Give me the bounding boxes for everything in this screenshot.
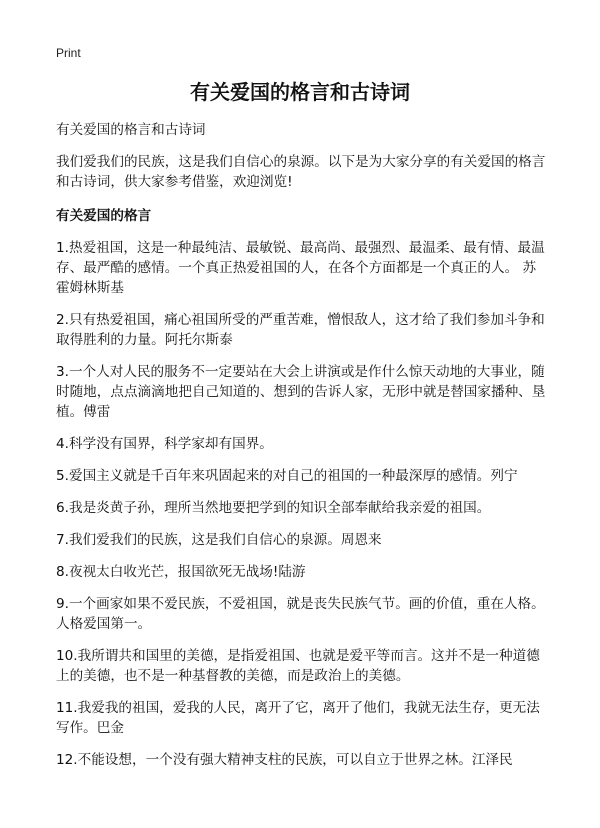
quote-item-5: 5.爱国主义就是千百年来巩固起来的对自己的祖国的一种最深厚的感情。列宁 — [56, 468, 518, 484]
intro-paragraph: 我们爱我们的民族，这是我们自信心的泉源。以下是为大家分享的有关爱国的格言和古诗词，供大家参考借鉴，欢迎浏览! — [56, 154, 546, 190]
quote-item-11: 11.我爱我的祖国，爱我的人民，离开了它，离开了他们，我就无法生存，更无法写作。巴金 — [56, 700, 540, 736]
quote-item-1: 1.热爱祖国，这是一种最纯洁、最敏锐、最高尚、最强烈、最温柔、最有情、最温存、最严酷的感情。一个真正热爱祖国的人，在各个方面都是一个真正的人。 苏霍姆林斯基 — [56, 240, 545, 296]
quote-item-4: 4.科学没有国界，科学家却有国界。 — [56, 436, 273, 452]
print-label: Print — [56, 46, 81, 60]
quote-item-6: 6.我是炎黄子孙，理所当然地要把学到的知识全部奉献给我亲爱的祖国。 — [56, 500, 491, 516]
quote-item-3: 3.一个人对人民的服务不一定要站在大会上讲演或是作什么惊天动地的大事业，随时随地，点点滴滴地把自己知道的、想到的告诉人家，无形中就是替国家播种、垦植。傅雷 — [56, 364, 546, 420]
quote-item-10: 10.我所谓共和国里的美德，是指爱祖国、也就是爱平等而言。这并不是一种道德上的美德，也不是一种基督教的美德，而是政治上的美德。 — [56, 648, 540, 684]
document-subtitle: 有关爱国的格言和古诗词 — [56, 122, 206, 138]
section-heading: 有关爱国的格言 — [56, 208, 152, 224]
quote-item-9: 9.一个画家如果不爱民族，不爱祖国，就是丧失民族气节。画的价值，重在人格。人格爱国第一。 — [56, 596, 545, 632]
quote-item-12: 12.不能设想，一个没有强大精神支柱的民族，可以自立于世界之林。江泽民 — [56, 752, 513, 768]
quote-item-7: 7.我们爱我们的民族，这是我们自信心的泉源。周恩来 — [56, 532, 382, 548]
page-title: 有关爱国的格言和古诗词 — [190, 80, 410, 104]
quote-item-8: 8.夜视太白收光芒，报国欲死无战场!陆游 — [56, 564, 306, 580]
quote-item-2: 2.只有热爱祖国，痛心祖国所受的严重苦难，憎恨敌人，这才给了我们参加斗争和取得胜利的力量。阿托尔斯泰 — [56, 312, 545, 348]
document-body — [56, 120, 548, 782]
